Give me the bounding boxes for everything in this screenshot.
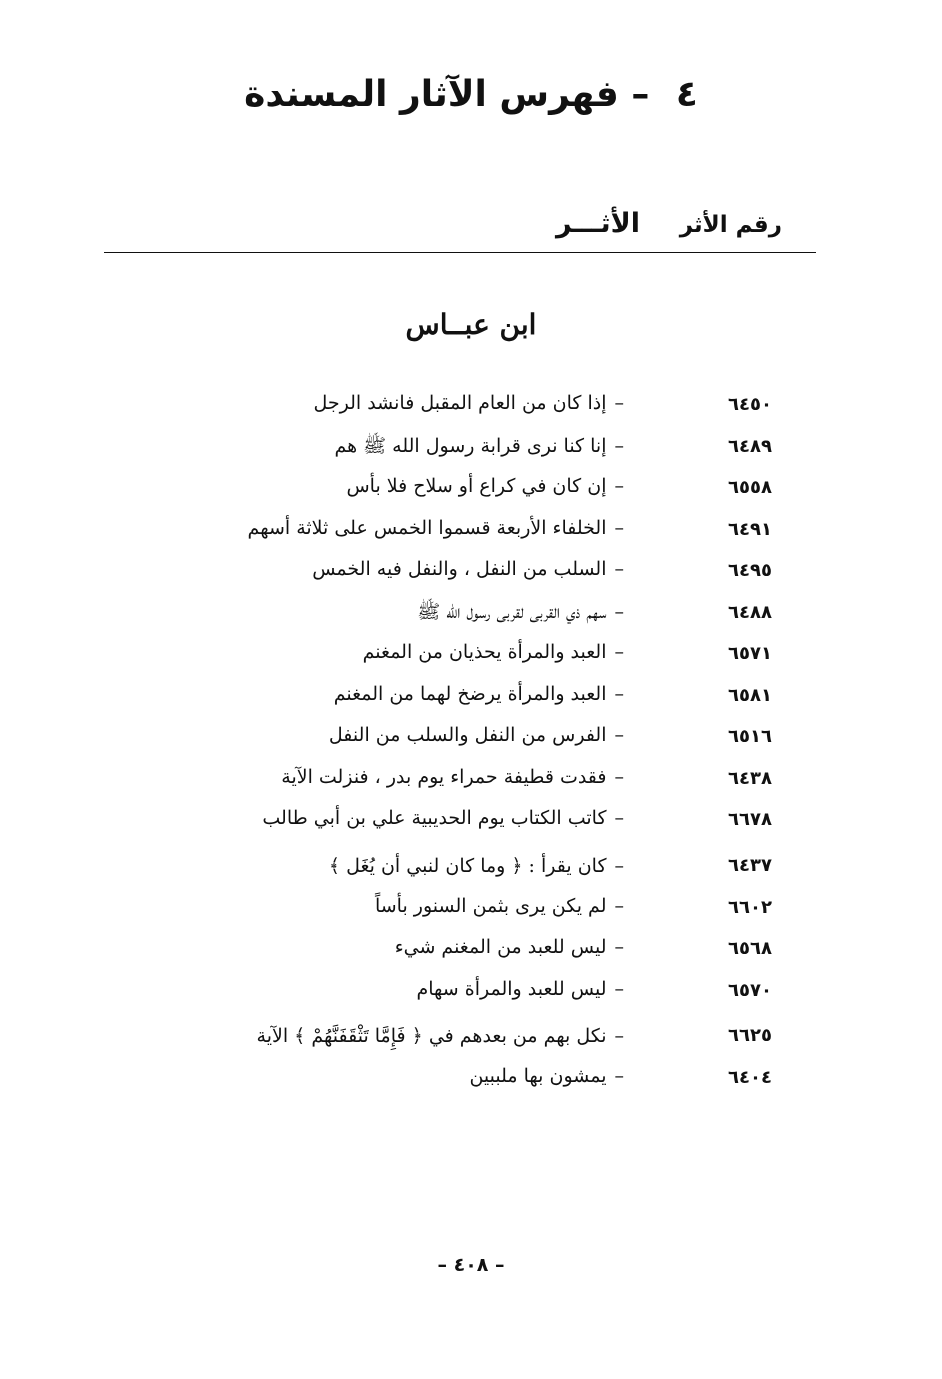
page-title (0, 74, 942, 115)
entry-text: فقدت قطيفة حمراء يوم بدر ، فنزلت الآية (281, 765, 607, 788)
entry-text-wrapper: –فقدت قطيفة حمراء يوم بدر ، فنزلت الآية (281, 765, 624, 788)
list-item (104, 511, 816, 553)
entry-text: ليس للعبد من المغنم شيء (394, 936, 607, 958)
entry-number: ٦٤٩١ (728, 518, 772, 540)
list-item (104, 889, 816, 931)
list-item (104, 801, 816, 843)
entry-text-wrapper: –كان يقرأ : ﴿ وما كان لنبي أن يُغَل ﴾ (328, 854, 624, 877)
entry-text-wrapper: –الفرس من النفل والسلب من النفل (328, 724, 624, 746)
list-item (104, 1059, 816, 1101)
entry-number: ٦٤٩٥ (728, 560, 772, 581)
title-separator: – (631, 74, 650, 115)
entry-number: ٦٥٥٨ (728, 477, 772, 498)
list-item (104, 760, 816, 802)
entry-text: لم يكن يرى بثمن السنور بأساً (374, 894, 607, 917)
entry-text: إذا كان من العام المقبل فانشد الرجل (313, 392, 607, 414)
entry-number: ٦٥٧٠ (728, 979, 772, 1001)
list-item (104, 428, 816, 470)
list-item (104, 552, 816, 594)
entry-number: ٦٥٧١ (728, 643, 772, 664)
entry-text: ليس للعبد والمرأة سهام (416, 977, 607, 1000)
header-number-column: رقم الأثر (679, 212, 782, 238)
entry-text-wrapper: –إنا كنا نرى قرابة رسول الله ﷺ هم (334, 434, 624, 457)
entry-number: ٦٤٣٧ (728, 854, 772, 876)
list-item (104, 930, 816, 972)
entry-number: ٦٤٣٨ (728, 767, 772, 789)
list-item (104, 635, 816, 677)
entry-text: كان يقرأ : ﴿ وما كان لنبي أن يُغَل ﴾ (328, 854, 607, 877)
list-item (104, 594, 816, 636)
list-item (104, 718, 816, 760)
list-item (104, 972, 816, 1014)
entry-text: إن كان في كراع أو سلاح فلا بأس (346, 475, 607, 497)
index-header (104, 208, 816, 248)
entry-number: ٦٤٨٩ (728, 435, 772, 457)
entry-text-wrapper: –العبد والمرأة يرضخ لهما من المغنم (333, 682, 624, 705)
entry-number: ٦٥٦٨ (728, 938, 772, 959)
entry-number: ٦٥٨١ (728, 684, 772, 706)
entry-number: ٦٤٨٨ (728, 601, 772, 623)
section-title: ابن عبــاس (405, 308, 537, 341)
entry-text: الفرس من النفل والسلب من النفل (328, 724, 607, 746)
list-item (104, 386, 816, 428)
entry-text-wrapper: –لم يكن يرى بثمن السنور بأساً (374, 894, 624, 917)
entry-text: العبد والمرأة يرضخ لهما من المغنم (333, 682, 607, 705)
header-divider (104, 252, 816, 253)
entry-text-wrapper: –نكل بهم من بعدهم في ﴿ فَإِمَّا تَثْقَفَنَّهُمْ ﴾ الآية (256, 1025, 624, 1047)
entry-text: السلب من النفل ، والنفل فيه الخمس (312, 558, 607, 580)
entry-number: ٦٦٧٨ (728, 809, 772, 830)
entry-number: ٦٥١٦ (728, 726, 772, 747)
title-number: ٤ (675, 74, 698, 115)
entry-text-wrapper: –السلب من النفل ، والنفل فيه الخمس (312, 558, 624, 580)
list-item (104, 469, 816, 511)
entry-text-wrapper: –إن كان في كراع أو سلاح فلا بأس (346, 475, 624, 497)
entry-text-wrapper: –الخلفاء الأربعة قسموا الخمس على ثلاثة أسهم (247, 516, 624, 539)
entry-number: ٦٦٢٥ (728, 1025, 772, 1046)
entries-list (104, 386, 816, 1101)
entry-text: كاتب الكتاب يوم الحديبية علي بن أبي طالب (262, 807, 607, 829)
entry-text: نكل بهم من بعدهم في ﴿ فَإِمَّا تَثْقَفَنَّهُمْ ﴾ الآية (256, 1025, 607, 1047)
entry-text-wrapper: –العبد والمرأة يحذيان من المغنم (362, 641, 624, 663)
entry-text: يمشون بها ملببين (469, 1065, 607, 1087)
entry-text-wrapper: –يمشون بها ملببين (469, 1065, 624, 1087)
entry-text: إنا كنا نرى قرابة رسول الله ﷺ هم (334, 434, 607, 457)
header-text-column: الأثـــر (556, 208, 640, 239)
entry-number: ٦٤٠٤ (728, 1067, 772, 1088)
title-text: فهرس الآثار المسندة (244, 74, 619, 115)
entry-text: سهم ذي القربى لقربى رسول الله ﷺ (417, 600, 607, 623)
entry-text-wrapper: –ليس للعبد من المغنم شيء (394, 936, 624, 958)
entry-number: ٦٤٥٠ (728, 394, 772, 415)
list-item (104, 843, 816, 889)
entry-number: ٦٦٠٢ (728, 896, 772, 918)
list-item (104, 677, 816, 719)
list-item (104, 1013, 816, 1059)
entry-text-wrapper: –ليس للعبد والمرأة سهام (416, 977, 624, 1000)
entry-text: الخلفاء الأربعة قسموا الخمس على ثلاثة أسهم (247, 516, 607, 539)
entry-text: العبد والمرأة يحذيان من المغنم (362, 641, 607, 663)
entry-text-wrapper: –سهم ذي القربى لقربى رسول الله ﷺ (417, 600, 624, 623)
entry-text-wrapper: –كاتب الكتاب يوم الحديبية علي بن أبي طالب (262, 807, 624, 829)
entry-text-wrapper: –إذا كان من العام المقبل فانشد الرجل (313, 392, 624, 414)
page-number: – ٤٠٨ – (437, 1254, 505, 1276)
